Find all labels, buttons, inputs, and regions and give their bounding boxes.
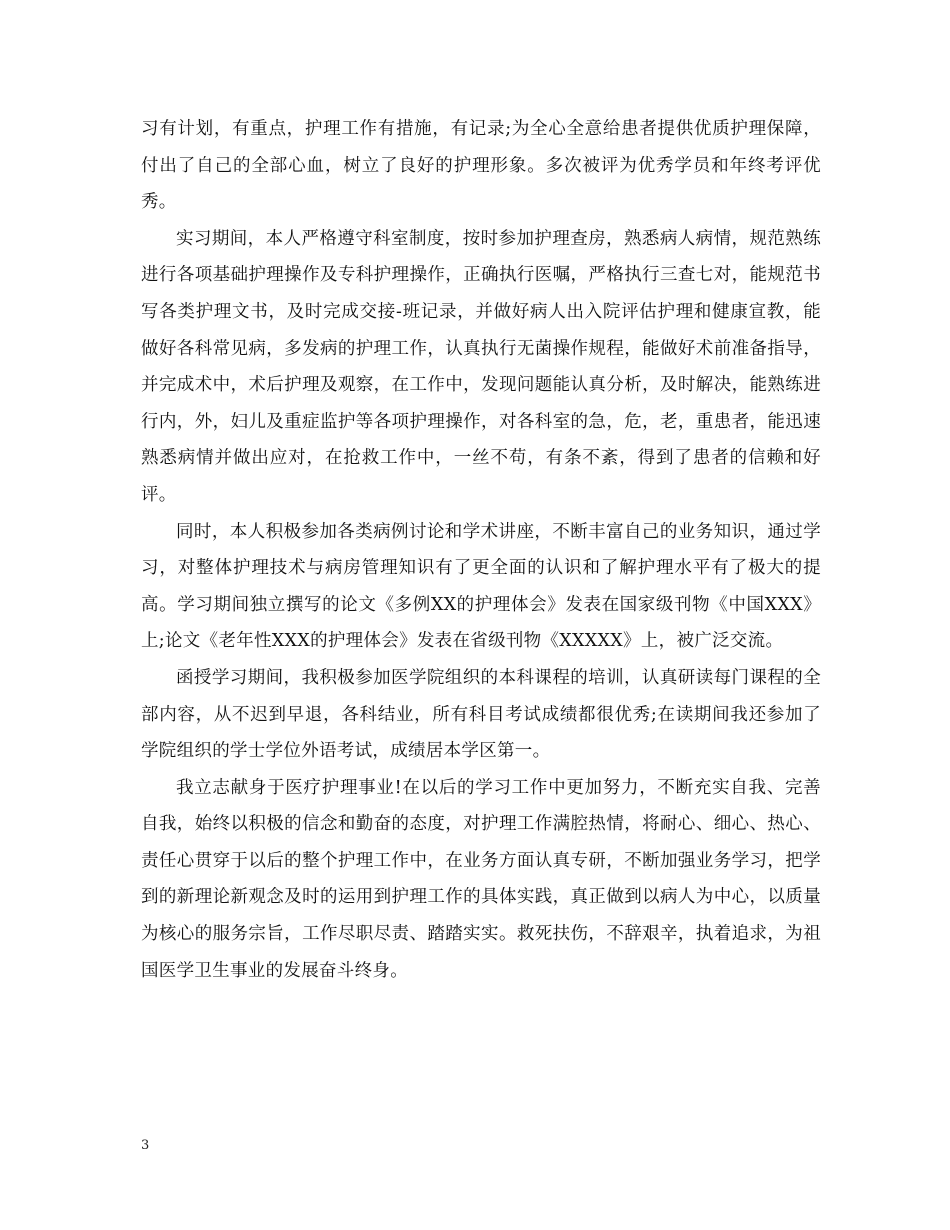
paragraph-commitment: 我立志献身于医疗护理事业!在以后的学习工作中更加努力，不断充实自我、完善自我，始终以积极的信念和勤奋的态度，对护理工作满腔热情，将耐心、细心、热心、责任心贯穿于以后的整个护理工作中，在业务方面认真专研，不断加强业务学习，把学到的新理论新观念及时的运用到护理工作的具体实践，真正做到以病人为中心，以质量为核心的服务宗旨，工作尽职尽责、踏踏实实。救死扶伤，不辞艰辛，执着追求，为祖国医学卫生事业的发展奋斗终身。 [141,777,821,981]
page-number: 3 [141,1138,150,1153]
paragraph-academic: 同时，本人积极参加各类病例讨论和学术讲座，不断丰富自己的业务知识，通过学习，对整体护理技术与病房管理知识有了更全面的认识和了解护理水平有了极大的提高。学习期间独立撰写的论文《多例XX的护理体会》发表在国家级刊物《中国XXX》上;论文《老年性XXX的护理体会》发表在省级刊物《XXXXX》上，被广泛交流。 [141,521,821,652]
paragraph-correspondence-study: 函授学习期间，我积极参加医学院组织的本科课程的培训，认真研读每门课程的全部内容，从不迟到早退，各科结业，所有科目考试成绩都很优秀;在读期间我还参加了学院组织的学士学位外语考试，成绩居本学区第一。 [141,667,821,762]
document-body [141,111,821,989]
paragraph-internship: 实习期间，本人严格遵守科室制度，按时参加护理查房，熟悉病人病情，规范熟练进行各项基础护理操作及专科护理操作，正确执行医嘱，严格执行三查七对，能规范书写各类护理文书，及时完成交接-班记录，并做好病人出入院评估护理和健康宣教，能做好各科常见病，多发病的护理工作，认真执行无菌操作规程，能做好术前准备指导，并完成术中，术后护理及观察，在工作中，发现问题能认真分析，及时解决，能熟练进行内，外，妇儿及重症监护等各项护理操作，对各科室的急，危，老，重患者，能迅速熟悉病情并做出应对，在抢救工作中，一丝不苟，有条不紊，得到了患者的信赖和好评。 [141,228,821,505]
paragraph-continuation: 习有计划，有重点，护理工作有措施，有记录;为全心全意给患者提供优质护理保障，付出了自己的全部心血，树立了良好的护理形象。多次被评为优秀学员和年终考评优秀。 [141,119,821,213]
